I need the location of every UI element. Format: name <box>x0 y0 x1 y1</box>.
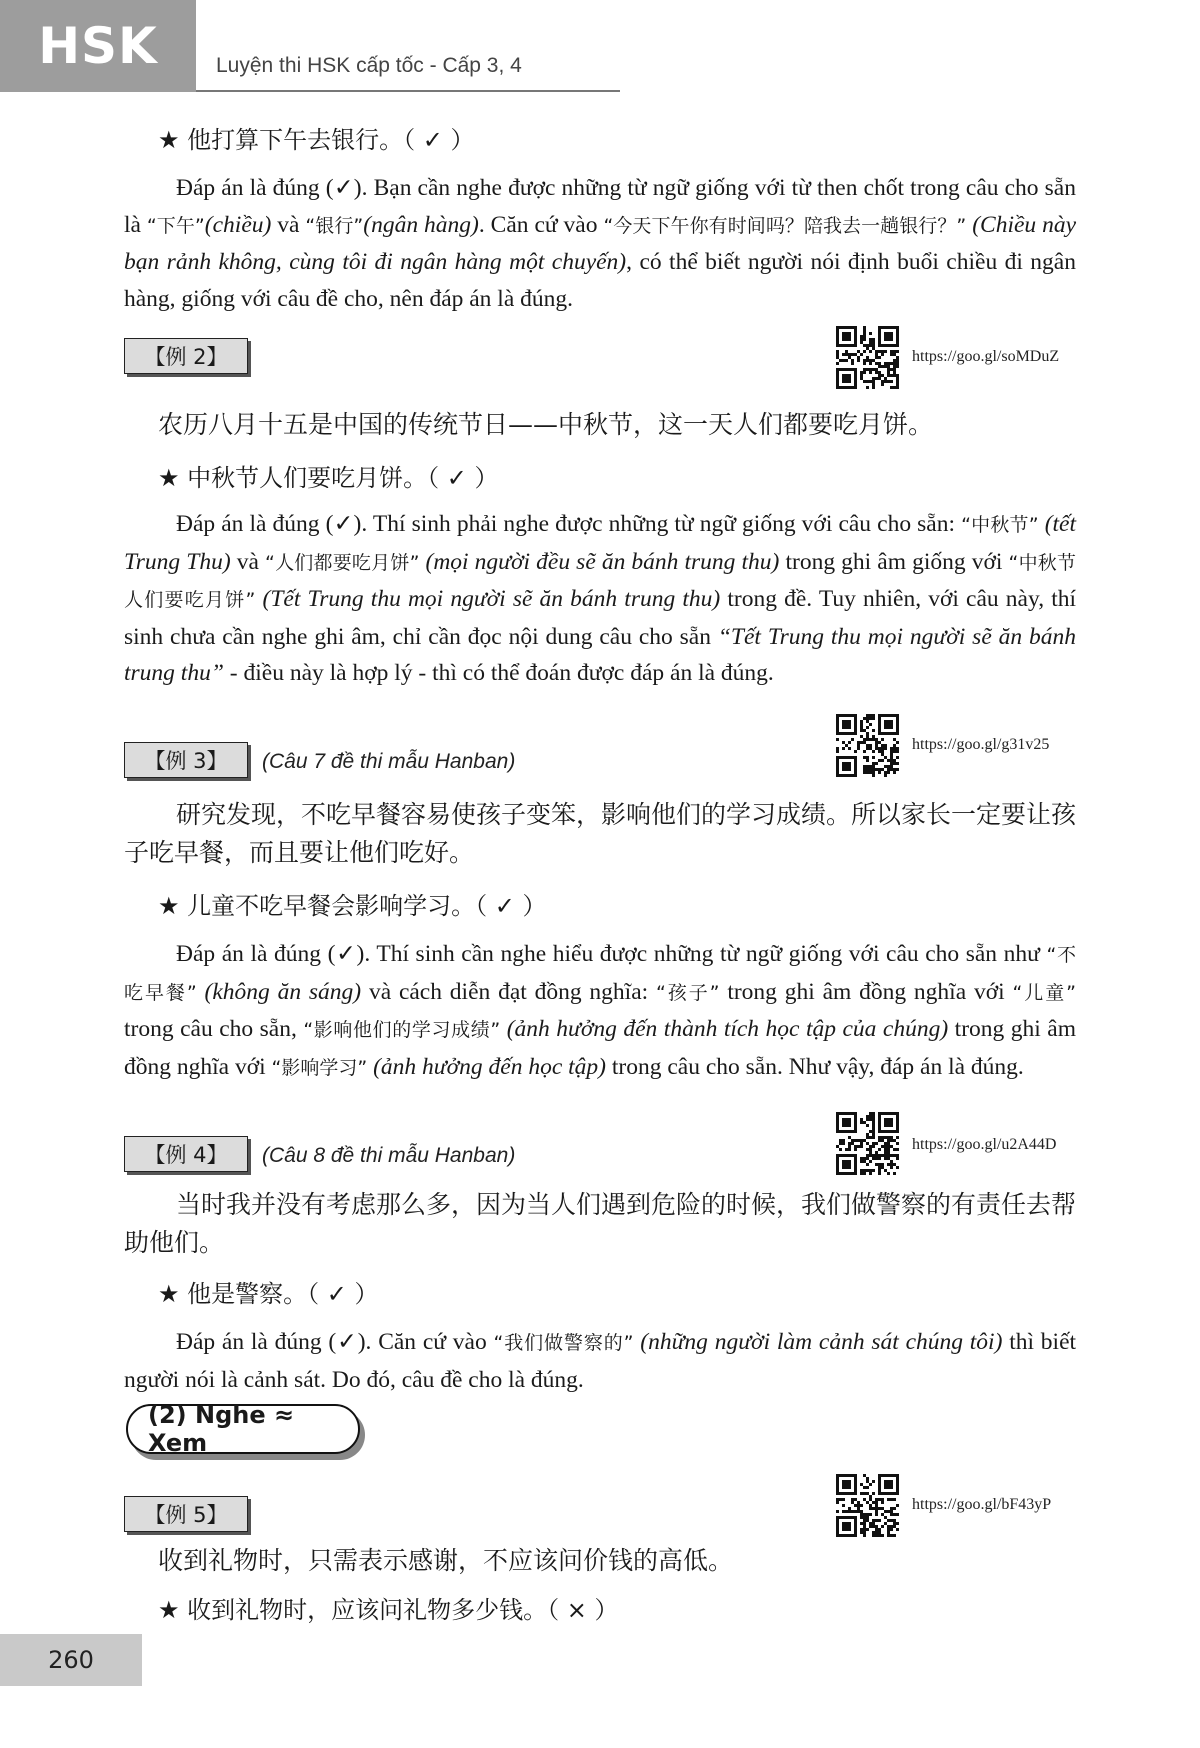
ex5-url: https://goo.gl/bF43yP <box>912 1496 1052 1513</box>
ex4-label: 【例 4】 <box>124 1136 248 1172</box>
ex3-note: (Câu 7 đề thi mẫu Hanban) <box>262 750 516 773</box>
ex2-explanation: Đáp án là đúng (✓). Thí sinh phải nghe được những từ ngữ giống với câu cho sẵn: “中秋节” (tết Trung Thu) và “人们都要吃月饼” (mọi người đều sẽ ăn bánh trung thu) trong ghi âm giống với “中秋节人们要吃月饼” (Tết Trung thu mọi người sẽ ăn bánh trung thu) trong đề. Tuy nhiên, với câu này, thí sinh chưa cần nghe ghi âm, chỉ cần đọc nội dung câu cho sẵn “Tết Trung thu mọi người sẽ ăn bánh trung thu” - điều này là hợp lý - thì có thể đoán được đáp án là đúng. <box>124 511 1077 686</box>
ex1-statement: ★ 他打算下午去银行。（ ✓ ） <box>158 126 475 154</box>
ex4-url: https://goo.gl/u2A44D <box>912 1136 1057 1153</box>
header-title: Luyện thi HSK cấp tốc - Cấp 3, 4 <box>216 54 522 77</box>
ex3-passage: 研究发现，不吃早餐容易使孩子变笨，影响他们的学习成绩。所以家长一定要让孩子吃早餐，而且要让他们吃好。 <box>124 800 1077 867</box>
ex5-label: 【例 5】 <box>124 1496 248 1532</box>
ex5-passage: 收到礼物时，只需表示感谢，不应该问价钱的高低。 <box>158 1546 734 1575</box>
ex3-explanation: Đáp án là đúng (✓). Thí sinh cần nghe hiểu được những từ ngữ giống với câu cho sẵn như “不吃早餐” (không ăn sáng) và cách diễn đạt đồng nghĩa: “孩子” trong ghi âm đồng nghĩa với “儿童” trong câu cho sẵn, “影响他们的学习成绩” (ảnh hưởng đến thành tích học tập của chúng) trong ghi âm đồng nghĩa với “影响学习” (ảnh hưởng đến học tập) trong câu cho sẵn. Như vậy, đáp án là đúng. <box>124 941 1077 1080</box>
qr-code-icon <box>836 1112 900 1176</box>
page-number: 260 <box>0 1634 142 1686</box>
ex2-passage: 农历八月十五是中国的传统节日——中秋节，这一天人们都要吃月饼。 <box>158 410 934 439</box>
qr-code-icon <box>836 714 900 778</box>
ex3-url: https://goo.gl/g31v25 <box>912 736 1050 753</box>
header-rule <box>196 90 620 92</box>
ex3-statement: ★ 儿童不吃早餐会影响学习。（ ✓ ） <box>158 892 547 920</box>
section-heading: (2) Nghe ≈ Xem <box>126 1404 360 1454</box>
ex2-label: 【例 2】 <box>124 338 248 374</box>
ex4-explanation: Đáp án là đúng (✓). Căn cứ vào “我们做警察的” (những người làm cảnh sát chúng tôi) thì biết người nói là cảnh sát. Do đó, câu đề cho là đúng. <box>124 1329 1077 1393</box>
ex4-statement: ★ 他是警察。（ ✓ ） <box>158 1280 379 1308</box>
hsk-badge: HSK <box>0 0 196 92</box>
qr-code-icon <box>836 326 900 390</box>
qr-code-icon <box>836 1474 900 1538</box>
ex2-url: https://goo.gl/soMDuZ <box>912 348 1060 365</box>
ex4-note: (Câu 8 đề thi mẫu Hanban) <box>262 1144 516 1167</box>
ex2-statement: ★ 中秋节人们要吃月饼。（ ✓ ） <box>158 464 499 492</box>
ex1-explanation: Đáp án là đúng (✓). Bạn cần nghe được những từ ngữ giống với từ then chốt trong câu cho sẵn là “下午”(chiều) và “银行”(ngân hàng). Căn cứ vào “今天下午你有时间吗？陪我去一趟银行？” (Chiều này bạn rảnh không, cùng tôi đi ngân hàng một chuyến), có thể biết người nói định buổi chiều đi ngân hàng, giống với câu đề cho, nên đáp án là đúng. <box>124 175 1077 312</box>
ex4-passage: 当时我并没有考虑那么多，因为当人们遇到危险的时候，我们做警察的有责任去帮助他们。 <box>124 1190 1077 1257</box>
ex5-statement: ★ 收到礼物时，应该问礼物多少钱。（ × ） <box>158 1596 619 1624</box>
ex3-label: 【例 3】 <box>124 742 248 778</box>
